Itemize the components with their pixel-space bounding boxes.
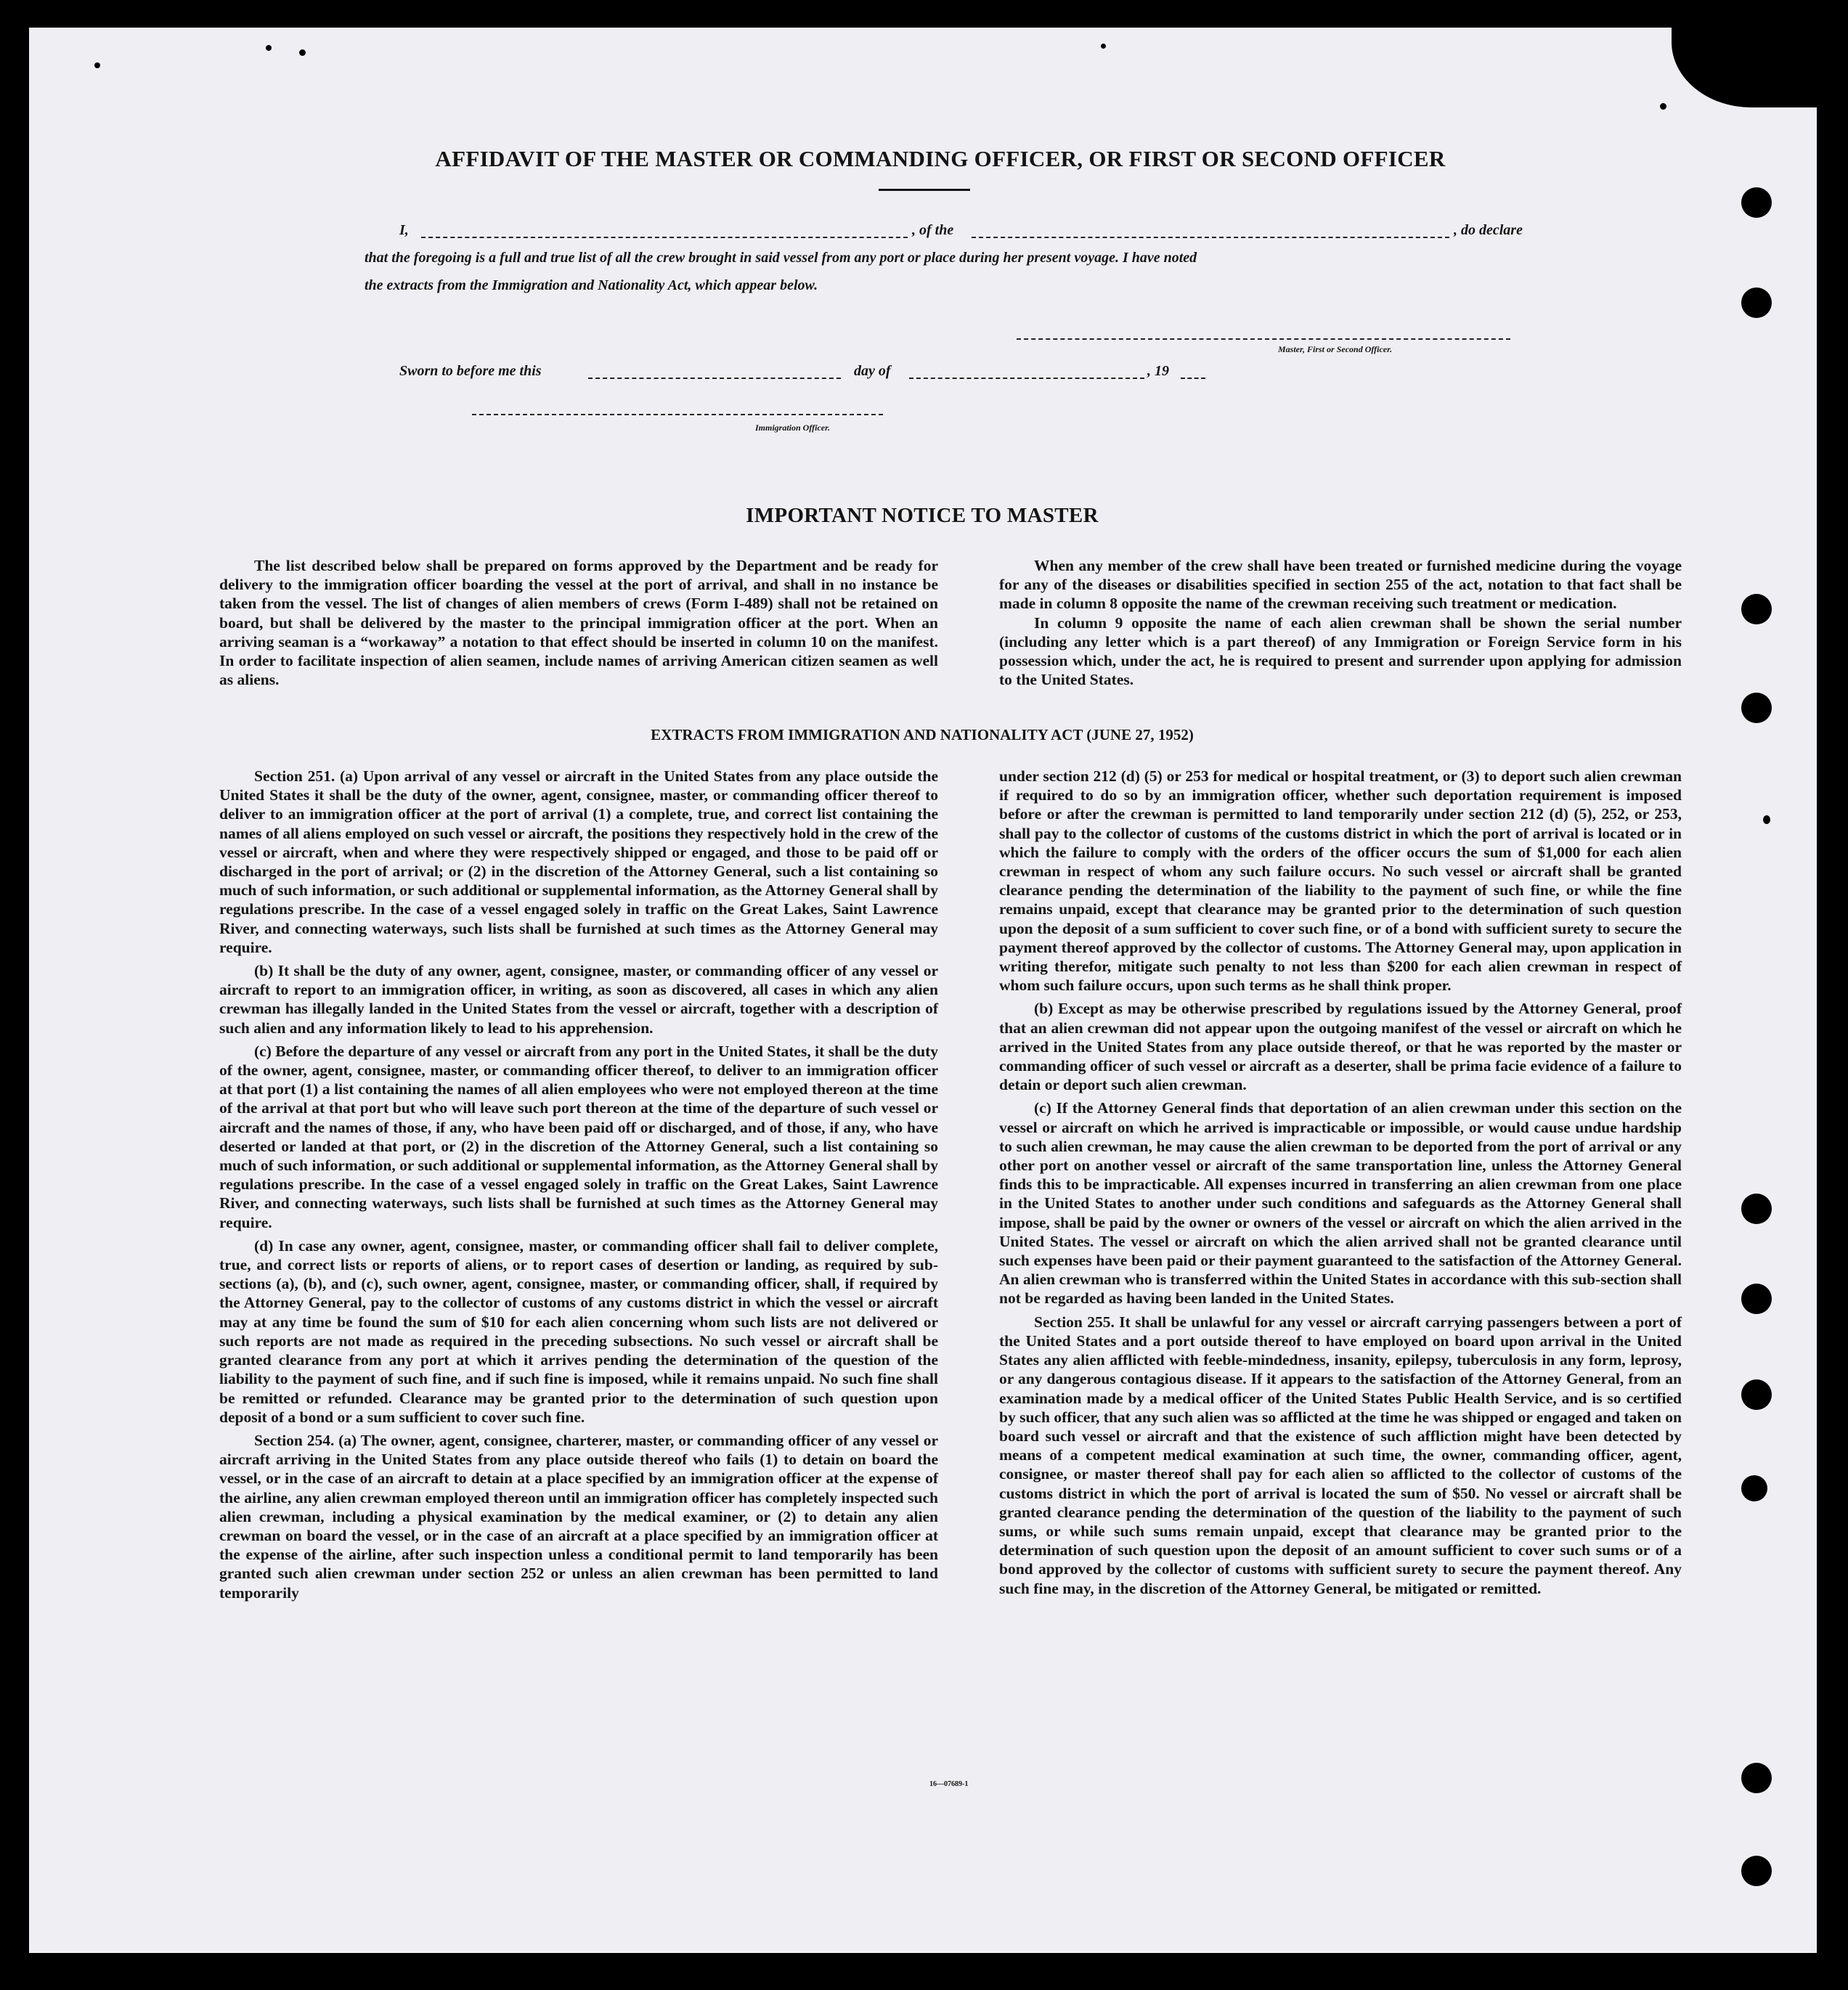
master-signature-label: Master, First or Second Officer. <box>1278 344 1393 354</box>
declaration-line-3: the extracts from the Immigration and Nationality Act, which appear below. <box>365 277 818 293</box>
sworn-year-prefix: , 19 <box>1147 363 1169 379</box>
binder-hole <box>1741 288 1772 318</box>
vessel-name-field[interactable] <box>972 237 1449 238</box>
sworn-day-field[interactable] <box>588 378 841 379</box>
master-signature-field[interactable] <box>1017 338 1510 340</box>
binder-hole <box>1741 1284 1772 1314</box>
scan-speck <box>94 62 100 68</box>
extracts-right-column <box>999 767 1682 1602</box>
section-paragraph: Section 251. (a) Upon arrival of any vessel or aircraft in the United States from any place outside the United States it shall be the duty of the owner, agent, consignee, master, or commanding officer thereof to deliver to an immigration officer at the port of arrival (1) a complete, true, and correct list containing the names of all aliens employed on such vessel or aircraft, the positions they respectively hold in the crew of the vessel or aircraft, when and where they were respectively shipped or engaged, and those to be paid off or discharged in the port of arrival; or (2) in the discretion of the Attorney General, such a list containing so much of such information, or such additional or supplemental information, as the Attorney General shall by regulations prescribe. In the case of a vessel engaged solely in traffic on the Great Lakes, Saint Lawrence River, and connecting waterways, such lists shall be furnished at such times as the Attorney General may require. <box>219 767 938 956</box>
sworn-year-field[interactable] <box>1181 378 1205 379</box>
declarant-name-field[interactable] <box>421 237 908 238</box>
binder-hole <box>1741 187 1772 218</box>
sworn-month-field[interactable] <box>909 378 1144 379</box>
declarant-prefix: I, <box>399 222 409 238</box>
binder-hole <box>1741 1763 1772 1793</box>
affidavit-title: AFFIDAVIT OF THE MASTER OR COMMANDING OFFICER, OR FIRST OR SECOND OFFICER <box>435 146 1446 171</box>
section-paragraph: (b) Except as may be otherwise prescribed by regulations issued by the Attorney General, proof that an alien crewman did not appear upon the outgoing manifest of the vessel or aircraft on which he arrived in the United States from any place outside thereof, or that he was reported by the master or commanding officer of such vessel or aircraft as a deserter, shall be prima facie evidence of a failure to detain or deport such alien crewman. <box>999 1000 1682 1094</box>
scan-speck <box>1660 103 1666 110</box>
binder-hole <box>1741 1194 1772 1224</box>
section-paragraph: (b) It shall be the duty of any owner, agent, consignee, master, or commanding officer of any vessel or aircraft to report to an immigration officer, in writing, as soon as discovered, all cases in which any alien crewman has illegally landed in the United States from the vessel or aircraft, together with a description of such alien and any information likely to lead to his apprehension. <box>219 962 938 1037</box>
extracts-left-column <box>219 767 938 1607</box>
binder-hole <box>1741 693 1772 723</box>
sworn-day-label: day of <box>854 363 891 379</box>
scan-speck <box>299 49 306 56</box>
form-sheet <box>29 28 1817 1953</box>
declare-suffix: , do declare <box>1454 222 1523 238</box>
declaration-line-2: that the foregoing is a full and true list of all the crew brought in said vessel from any port or place during her present voyage. I have noted <box>365 250 1197 266</box>
title-rule <box>879 189 970 191</box>
sworn-prefix: Sworn to before me this <box>399 363 542 379</box>
section-paragraph: under section 212 (d) (5) or 253 for medical or hospital treatment, or (3) to deport such alien crewman if required to do so by an immigration officer, whether such deportation requirement is imposed before or after the crewman is permitted to land temporarily under section 212 (d) (5), 252, or 253, shall pay to the collector of customs of the customs district in which the port of arrival is located or in which the failure to comply with the orders of the officer occurs the sum of $1,000 for each alien crewman in respect of whom any such failure occurs. No such vessel or aircraft shall be granted clearance pending the determination of the liability to the payment of such fine, or while the fine remains unpaid, except that clearance may be granted prior to the determination of such question upon the deposit of a sum sufficient to cover such fine, or of a bond with sufficient surety to secure the payment thereof approved by the collector of customs. The Attorney General may, upon application in writing therefor, mitigate such penalty to not less than $200 for each alien crewman in respect of whom such failure occurs, upon such terms as he shall think proper. <box>999 767 1682 995</box>
binder-hole <box>1741 594 1772 624</box>
scan-speck <box>1763 815 1770 824</box>
torn-corner <box>1672 28 1817 107</box>
notice-paragraph: The list described below shall be prepared on forms approved by the Department and be ready for delivery to the immigration officer boarding the vessel at the port of arrival, and shall in no instance be taken from the vessel. The list of changes of alien members of crews (Form I-489) shall not be retained on board, but shall be delivered by the master to the principal immigration officer at the port. When an arriving seaman is a “workaway” a notation to that effect should be inserted in column 10 on the manifest. In order to facilitate inspection of alien seamen, include names of arriving American citizen seamen as well as aliens. <box>219 557 938 689</box>
notice-title: IMPORTANT NOTICE TO MASTER <box>746 504 1099 527</box>
scan-speck <box>266 45 272 51</box>
form-print-code: 16—07689-1 <box>929 1780 969 1788</box>
notice-left-column <box>219 556 938 693</box>
section-paragraph: (d) In case any owner, agent, consignee, master, or commanding officer shall fail to deliver complete, true, and correct lists or reports of aliens, or to report cases of desertion or landing, as required by sub-sections (a), (b), and (c), such owner, agent, consignee, master, or commanding officer, shall, if required by the Attorney General, pay to the collector of customs of any customs district in which the vessel or aircraft may at any time be found the sum of $10 for each alien concerning whom such lists are not delivered or such reports are not made as required in the preceding subsections. No such vessel or aircraft shall be granted clearance from any port at which it arrives pending the determination of the question of the liability to the payment of such fine, and if such fine is imposed, while it remains unpaid. No such fine shall be remitted or refunded. Clearance may be granted prior to the determination of such question upon deposit of a bond or a sum sufficient to cover such fine. <box>219 1236 938 1426</box>
notice-paragraph: When any member of the crew shall have been treated or furnished medicine during the voyage for any of the diseases or disabilities specified in section 255 of the act, notation to that fact shall be made in column 8 opposite the name of the crewman receiving such treatment or medication. <box>999 557 1682 613</box>
scan-speck <box>1101 44 1106 49</box>
officer-signature-label: Immigration Officer. <box>755 423 831 433</box>
section-paragraph: Section 254. (a) The owner, agent, consignee, charterer, master, or commanding officer of any vessel or aircraft arriving in the United States from any place outside thereof who fails (1) to detain on board the vessel, or in the case of an aircraft to detain at a place specified by an immigration officer at the expense of the airline, any alien crewman employed thereon until an immigration officer has completely inspected such alien crewman, including a physical examination by the medical examiner, or (2) to detain any alien crewman on board the vessel, or in the case of an aircraft at a place specified by an immigration officer at the expense of the airline, after such inspection unless a conditional permit to land temporarily has been granted such alien crewman under section 252 or unless an alien crewman has been permitted to land temporarily <box>219 1431 938 1602</box>
section-paragraph: (c) If the Attorney General finds that deportation of an alien crewman under this section on the vessel or aircraft on which he arrived is impracticable or impossible, or would cause undue hardship to such alien crewman, he may cause the alien crewman to be deported from the port of arrival or any other port on another vessel or aircraft of the same transportation line, unless the Attorney General finds this to be impracticable. All expenses incurred in transferring an alien crewman from one place in the United States to another under such conditions and safeguards as the Attorney General shall impose, shall be paid by the owner or owners of the vessel or aircraft on which the alien arrived in the United States. The vessel or aircraft on which the alien arrived shall not be granted clearance until such expenses have been paid or their payment guaranteed to the satisfaction of the Attorney General. An alien crewman who is transferred within the United States in accordance with this sub-section shall not be regarded as having been landed in the United States. <box>999 1099 1682 1308</box>
vessel-prefix: , of the <box>912 222 954 238</box>
section-paragraph: (c) Before the departure of any vessel or aircraft from any port in the United States, it shall be the duty of the owner, agent, consignee, master, or commanding officer thereof, to deliver to an immigration officer at that port (1) a list containing the names of all alien employees who were not employed thereon at the time of the arrival at that port but who will leave such port thereon at the time of the departure of such vessel or aircraft and the names of those, if any, who have been paid off or discharged, and of those, if any, who have deserted or landed at that port, or (2) in the discretion of the Attorney General, such a list containing so much of such information, or such additional or supplemental information, as the Attorney General shall by regulations prescribe. In the case of a vessel engaged solely in traffic on the Great Lakes, Saint Lawrence River, and connecting waterways, such lists shall be furnished at such times as the Attorney General may require. <box>219 1042 938 1231</box>
extracts-heading: EXTRACTS FROM IMMIGRATION AND NATIONALITY ACT (JUNE 27, 1952) <box>651 726 1194 743</box>
binder-hole <box>1741 1379 1772 1410</box>
officer-signature-field[interactable] <box>472 414 883 415</box>
binder-hole <box>1741 1856 1772 1886</box>
notice-paragraph: In column 9 opposite the name of each alien crewman shall be shown the serial number (including any letter which is a part thereof) of any Immigration or Foreign Service form in his possession which, under the act, he is required to present and surrender upon applying for admission to the United States. <box>999 613 1682 689</box>
notice-right-column <box>999 556 1682 693</box>
binder-hole <box>1741 1475 1767 1501</box>
section-paragraph: Section 255. It shall be unlawful for any vessel or aircraft carrying passengers between a port of the United States and a port outside thereof to have employed on board upon arrival in the United States any alien afflicted with feeble-mindedness, insanity, epilepsy, tuberculosis in any form, leprosy, or any dangerous contagious disease. If it appears to the satisfaction of the Attorney General, from an examination made by a medical officer of the United States Public Health Service, and is so certified by such officer, that any such alien was so afflicted at the time he was shipped or engaged and taken on board such vessel or aircraft and that the existence of such affliction might have been detected by means of a competent medical examination at such time, the owner, commanding officer, agent, consignee, or master thereof shall pay for each alien so afflicted to the collector of customs of the customs district in which the port of arrival is located the sum of $50. No vessel or aircraft shall be granted clearance pending the determination of the question of the liability to the payment of such sums, or while such sums remain unpaid, except that clearance may be granted prior to the determination of such question upon the deposit of an amount sufficient to cover such sums or of a bond approved by the collector of customs with sufficient surety to secure the payment thereof. Any such fine may, in the discretion of the Attorney General, be mitigated or remitted. <box>999 1313 1682 1597</box>
